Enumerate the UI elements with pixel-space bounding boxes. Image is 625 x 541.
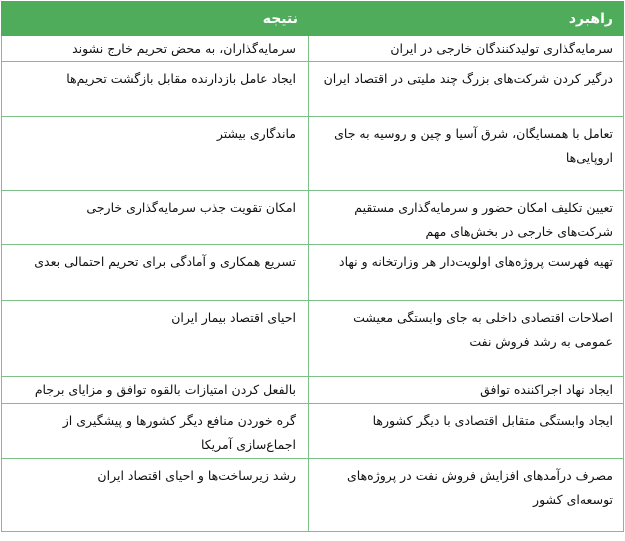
table-row [2,62,624,117]
table-row [2,191,624,245]
table-header-row [2,2,624,36]
result-cell: تسریع همکاری و آمادگی برای تحریم احتمالی بعدی [2,245,309,301]
strategy-cell: ایجاد نهاد اجراکننده توافق [309,377,624,404]
table-row [2,245,624,301]
table-row [2,377,624,404]
result-cell: ماندگاری بیشتر [2,117,309,191]
strategy-cell: تعیین تکلیف امکان حضور و سرمایه‌گذاری مستقیم شرکت‌های خارجی در بخش‌های مهم [309,191,624,245]
strategy-cell: اصلاحات اقتصادی داخلی به جای وابستگی معیشت عمومی به رشد فروش نفت [309,301,624,377]
strategy-cell: مصرف درآمدهای افزایش فروش نفت در پروژه‌های توسعه‌ای کشور [309,459,624,532]
table-row [2,301,624,377]
result-cell: سرمایه‌گذاران، به محض تحریم خارج نشوند [2,36,309,62]
result-cell: رشد زیرساخت‌ها و احیای اقتصاد ایران [2,459,309,532]
table-row [2,459,624,532]
table-row [2,404,624,459]
strategy-cell: تعامل با همسایگان، شرق آسیا و چین و روسیه به جای اروپایی‌ها [309,117,624,191]
table-row [2,117,624,191]
result-cell: گره خوردن منافع دیگر کشورها و پیشگیری از اجماع‌سازی آمریکا [2,404,309,459]
table-row [2,36,624,62]
strategy-cell: تهیه فهرست پروژه‌های اولویت‌دار هر وزارتخانه و نهاد [309,245,624,301]
strategy-cell: سرمایه‌گذاری تولیدکنندگان خارجی در ایران [309,36,624,62]
strategy-cell: درگیر کردن شرکت‌های بزرگ چند ملیتی در اقتصاد ایران [309,62,624,117]
result-cell: امکان تقویت جذب سرمایه‌گذاری خارجی [2,191,309,245]
header-strategy: راهبرد [309,2,624,36]
result-cell: احیای اقتصاد بیمار ایران [2,301,309,377]
strategy-results-table-container [1,1,623,539]
strategy-cell: ایجاد وابستگی متقابل اقتصادی با دیگر کشورها [309,404,624,459]
header-result: نتیجه [2,2,309,36]
result-cell: بالفعل کردن امتیازات بالقوه توافق و مزایای برجام [2,377,309,404]
result-cell: ایجاد عامل بازدارنده مقابل بازگشت تحریم‌ها [2,62,309,117]
strategy-results-table [1,1,624,532]
